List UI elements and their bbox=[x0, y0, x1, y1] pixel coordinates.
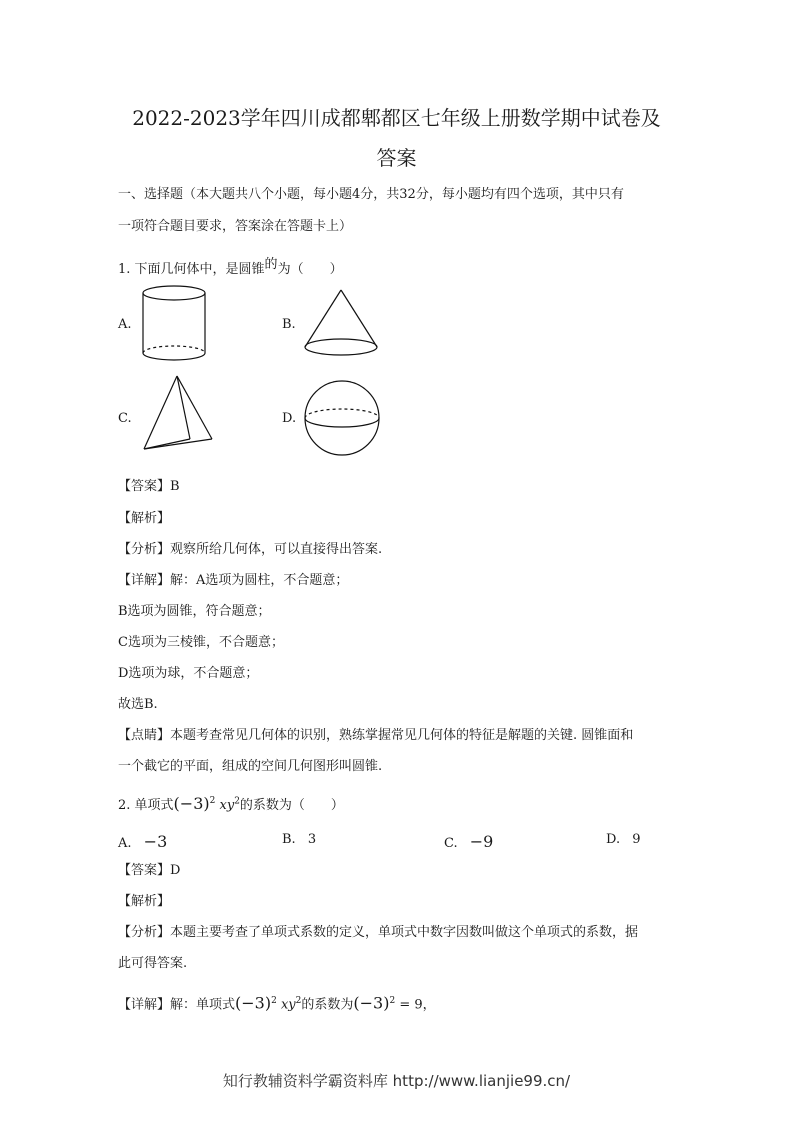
q2-option-c-value: −9 bbox=[469, 832, 494, 851]
q1-option-c-label: C. bbox=[118, 411, 132, 426]
cone-icon bbox=[300, 286, 382, 360]
q1-stem-end: 为（ ） bbox=[277, 262, 343, 277]
section-heading-line1: 一、选择题（本大题共八个小题，每小题4分，共32分，每小题均有四个选项，其中只有 bbox=[118, 187, 624, 202]
cylinder-icon bbox=[138, 283, 210, 365]
q2-answer: 【答案】D bbox=[118, 863, 181, 878]
q2-detail-end: ， bbox=[422, 997, 436, 1013]
q2-detail-expr: (−3) bbox=[353, 993, 390, 1013]
pyramid-icon bbox=[140, 373, 216, 455]
q2-option-d-value: 9 bbox=[632, 832, 641, 847]
q2-detail-mid: 的系数为 bbox=[301, 997, 354, 1013]
footer-watermark: 知行教辅资料学霸资料库 http://www.lianjie99.cn/ bbox=[222, 1072, 571, 1090]
q2-detail-var-exp: 2 bbox=[295, 996, 302, 1006]
q2-analysis-title: 【解析】 bbox=[118, 894, 171, 909]
q2-detail-result: = 9 bbox=[395, 997, 423, 1013]
q1-stem-char: 的 bbox=[264, 257, 278, 272]
q2-option-a bbox=[118, 832, 167, 851]
q2-option-b-value: 3 bbox=[307, 832, 317, 847]
q2-stem-var-exp: 2 bbox=[234, 796, 240, 807]
q1-comment-2: 一个截它的平面，组成的空间几何图形叫圆锥. bbox=[118, 759, 383, 774]
q2-option-d bbox=[606, 832, 641, 847]
q2-detail-expr-exp: 2 bbox=[389, 996, 396, 1006]
q2-option-b-label: B. bbox=[282, 832, 296, 847]
q2-option-a-value: −3 bbox=[143, 832, 168, 851]
q1-comment-1: 【点睛】本题考查常见几何体的识别，熟练掌握常见几何体的特征是解题的关键. 圆锥面和 bbox=[118, 728, 634, 743]
q2-option-b bbox=[282, 832, 316, 847]
q1-detail-5: 故选B. bbox=[118, 697, 158, 712]
q1-detail-3: C选项为三棱锥，不合题意； bbox=[118, 635, 284, 650]
q2-detail-exp: 2 bbox=[271, 996, 277, 1006]
q1-detail-4: D选项为球，不合题意； bbox=[118, 666, 259, 681]
q2-stem-var: xy bbox=[219, 798, 235, 813]
q2-option-d-label: D. bbox=[606, 832, 621, 847]
sphere-icon bbox=[302, 378, 382, 458]
document-title-line2: 答案 bbox=[376, 146, 417, 170]
q2-detail bbox=[118, 992, 436, 1014]
q2-analysis-1: 【分析】本题主要考查了单项式系数的定义，单项式中数字因数叫做这个单项式的系数，据 bbox=[118, 925, 639, 940]
q2-detail-var: xy bbox=[280, 997, 296, 1013]
q1-answer: 【答案】B bbox=[118, 479, 180, 494]
document-title-line1: 2022-2023学年四川成都郫都区七年级上册数学期中试卷及 bbox=[132, 106, 661, 130]
q1-analysis: 【分析】观察所给几何体，可以直接得出答案. bbox=[118, 542, 383, 557]
q2-stem-base: (−3) bbox=[173, 794, 210, 813]
q2-option-c bbox=[444, 832, 493, 851]
q1-detail-1: 【详解】解：A选项为圆柱，不合题意； bbox=[118, 573, 349, 588]
q1-detail-2: B选项为圆锥，符合题意； bbox=[118, 604, 271, 619]
q1-analysis-title: 【解析】 bbox=[118, 511, 171, 526]
q2-stem bbox=[118, 792, 344, 815]
q1-option-d-label: D. bbox=[282, 411, 297, 426]
q2-stem-exp: 2 bbox=[209, 796, 216, 806]
q1-option-b-label: B. bbox=[282, 317, 296, 332]
q2-option-a-label: A. bbox=[118, 836, 132, 851]
q2-stem-end: 的系数为（ ） bbox=[239, 798, 344, 813]
q2-stem-text: 2. 单项式 bbox=[118, 798, 174, 813]
q2-analysis-2: 此可得答案. bbox=[118, 956, 188, 971]
q1-stem bbox=[118, 256, 343, 279]
q2-option-c-label: C. bbox=[444, 836, 458, 851]
section-heading-line2: 一项符合题目要求，答案涂在答题卡上） bbox=[118, 219, 353, 234]
q1-stem-text: 1. 下面几何体中，是圆锥 bbox=[118, 262, 265, 277]
q2-detail-base: (−3) bbox=[235, 993, 272, 1013]
q1-option-a-label: A. bbox=[118, 317, 132, 332]
q2-detail-text: 【详解】解：单项式 bbox=[118, 997, 236, 1013]
